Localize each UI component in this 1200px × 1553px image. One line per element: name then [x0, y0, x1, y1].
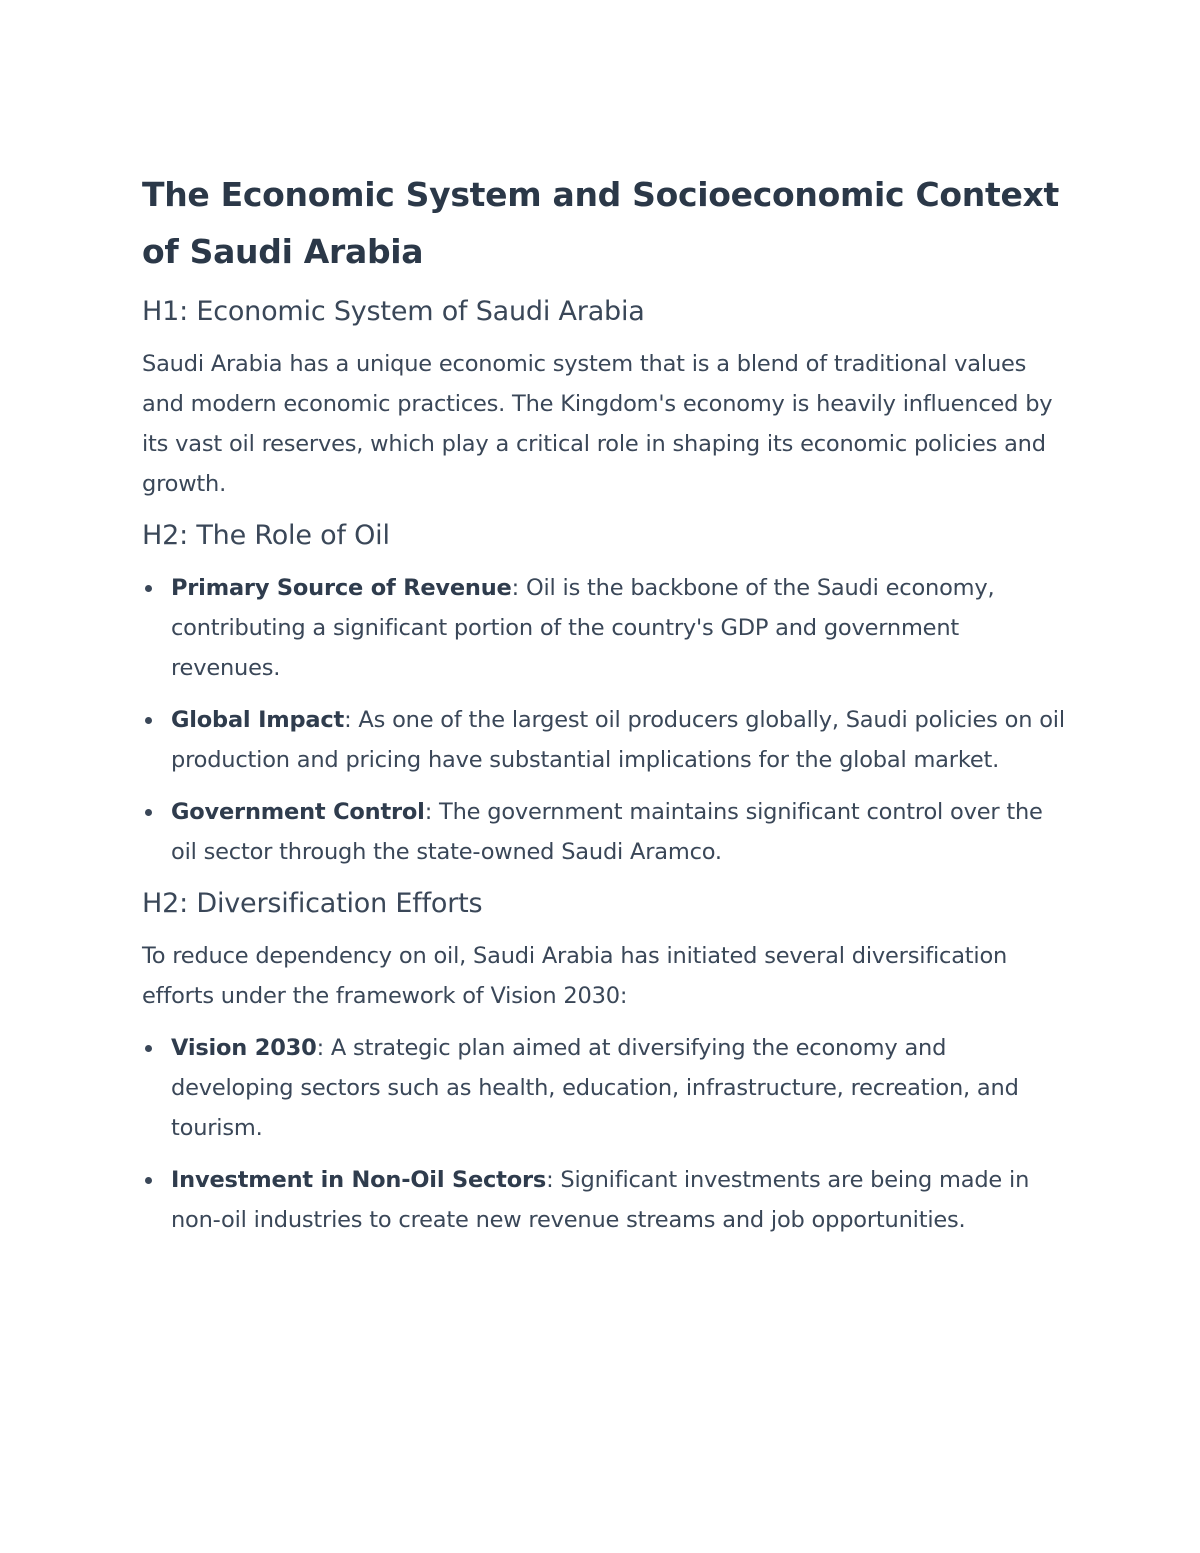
- bullet-icon: [145, 1045, 152, 1052]
- list-item-term: Vision 2030: [171, 1035, 317, 1061]
- section-heading-role-of-oil: H2: The Role of Oil: [142, 520, 390, 551]
- document-title: The Economic System and Socioeconomic Context of Saudi Arabia: [142, 175, 1059, 271]
- list-item-text: : Significant investments are being made in non-oil industries to create new revenue streams and job opportunities.: [171, 1167, 1030, 1233]
- document-page: [142, 166, 1072, 1252]
- role-of-oil-list: [142, 568, 1072, 872]
- list-item-term: Global Impact: [171, 707, 345, 733]
- list-item-text: : Oil is the backbone of the Saudi economy, contributing a significant portion of the country's GDP and government revenues.: [171, 575, 995, 681]
- economic-system-paragraph: Saudi Arabia has a unique economic system that is a blend of traditional values and modern economic practices. The Kingdom's economy is heavily influenced by its vast oil reserves, which play a critical role in shaping its economic policies and growth.: [142, 351, 1053, 497]
- bullet-icon: [145, 717, 152, 724]
- list-item: [142, 1028, 1072, 1148]
- diversification-list: [142, 1028, 1072, 1240]
- section-heading-economic-system: H1: Economic System of Saudi Arabia: [142, 296, 645, 327]
- list-item-term: Primary Source of Revenue: [171, 575, 512, 601]
- bullet-icon: [145, 809, 152, 816]
- list-item: [142, 1160, 1072, 1240]
- bullet-icon: [145, 1177, 152, 1184]
- list-item-text: : As one of the largest oil producers globally, Saudi policies on oil production and pricing have substantial implications for the global market.: [171, 707, 1065, 773]
- list-item-term: Government Control: [171, 799, 425, 825]
- list-item-text: : A strategic plan aimed at diversifying the economy and developing sectors such as health, education, infrastructure, recreation, and tourism.: [171, 1035, 1019, 1141]
- section-heading-diversification: H2: Diversification Efforts: [142, 888, 483, 919]
- diversification-paragraph: To reduce dependency on oil, Saudi Arabia has initiated several diversification efforts under the framework of Vision 2030:: [142, 943, 1008, 1009]
- list-item-term: Investment in Non-Oil Sectors: [171, 1167, 547, 1193]
- bullet-icon: [145, 585, 152, 592]
- list-item: [142, 792, 1072, 872]
- list-item: [142, 700, 1072, 780]
- list-item: [142, 568, 1072, 688]
- list-item-text: : The government maintains significant control over the oil sector through the state-owned Saudi Aramco.: [171, 799, 1043, 865]
